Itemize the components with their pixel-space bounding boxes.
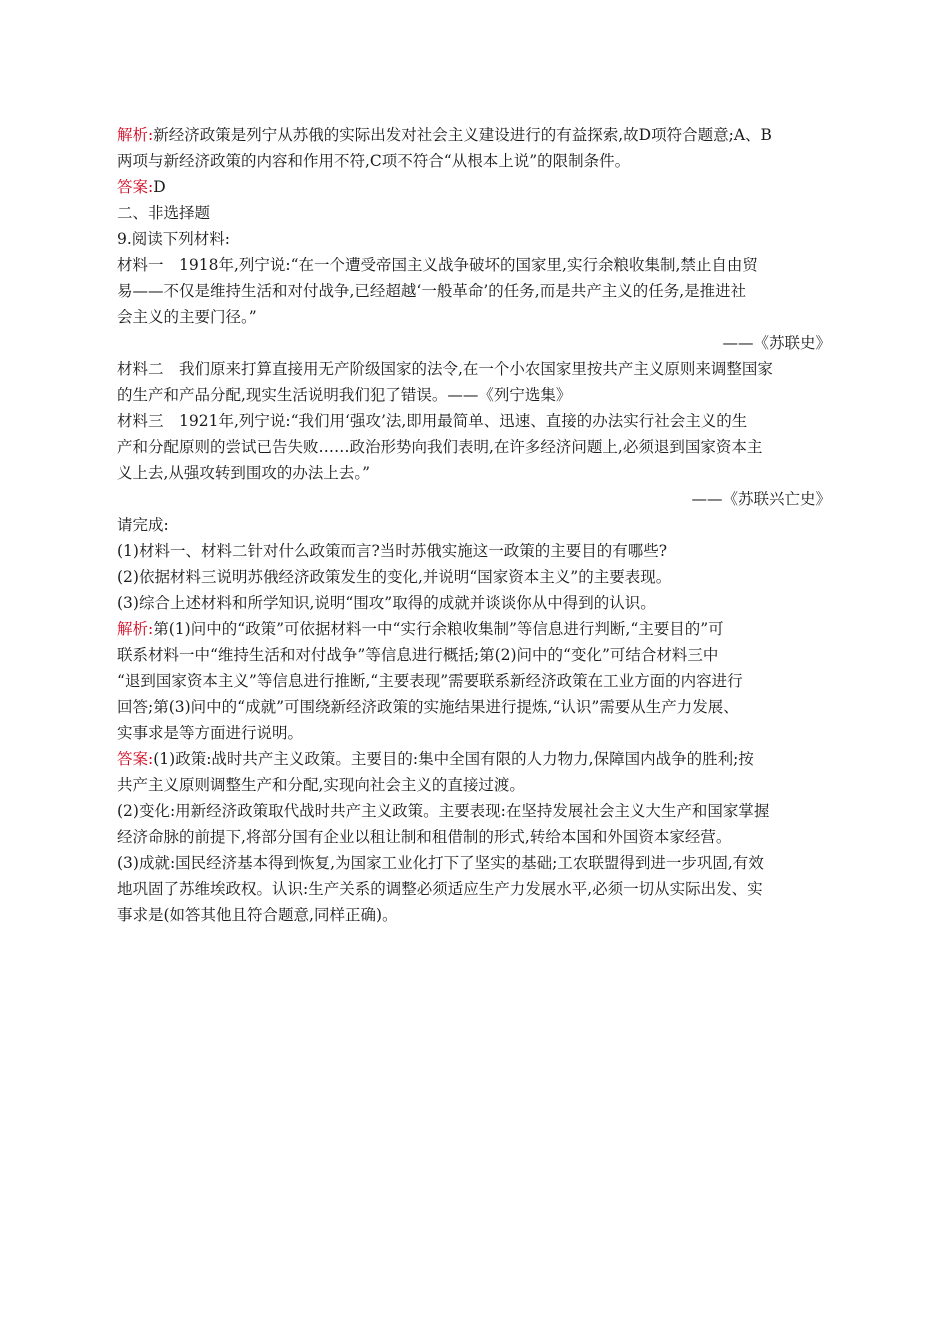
- q8-analysis-label: 解析:: [117, 126, 154, 144]
- material2-line-2: 的生产和产品分配,现实生活说明我们犯了错误。——《列宁选集》: [117, 386, 572, 404]
- section-title: 二、非选择题: [117, 204, 211, 222]
- q9-answer-line-5: (3)成就:国民经济基本得到恢复,为国家工业化打下了坚实的基础;工农联盟得到进一步巩固,有效: [117, 854, 764, 872]
- instruction: 请完成:: [117, 516, 169, 534]
- q9-analysis-label: 解析:: [117, 620, 154, 638]
- q9-analysis-line-2: 联系材料一中“维持生活和对付战争”等信息进行概括;第(2)问中的“变化”可结合材料三中: [117, 646, 719, 664]
- q8-analysis-line-1: 解析:新经济政策是列宁从苏俄的实际出发对社会主义建设进行的有益探索,故D项符合题意;A、B: [117, 126, 772, 144]
- material3-line-2: 产和分配原则的尝试已告失败……政治形势向我们表明,在许多经济问题上,必须退到国家资本主: [117, 438, 763, 456]
- material2-line-1: 材料二 我们原来打算直接用无产阶级国家的法令,在一个小农国家里按共产主义原则来调整国家: [117, 360, 773, 378]
- q9-analysis-line-4: 回答;第(3)问中的“成就”可围绕新经济政策的实施结果进行提炼,“认识”需要从生产力发展、: [117, 698, 739, 716]
- q9-answer-line-3: (2)变化:用新经济政策取代战时共产主义政策。主要表现:在坚持发展社会主义大生产和国家掌握: [117, 802, 770, 820]
- q8-answer-label: 答案:: [117, 178, 154, 196]
- question-2: (2)依据材料三说明苏俄经济政策发生的变化,并说明“国家资本主义”的主要表现。: [117, 568, 672, 586]
- material1-line-1: 材料一 1918年,列宁说:“在一个遭受帝国主义战争破坏的国家里,实行余粮收集制,禁止自由贸: [117, 256, 758, 274]
- q9-answer-line-2: 共产主义原则调整生产和分配,实现向社会主义的直接过渡。: [117, 776, 525, 794]
- q9-answer-line-1: 答案:(1)政策:战时共产主义政策。主要目的:集中全国有限的人力物力,保障国内战争的胜利;按: [117, 750, 754, 768]
- q9-answer-line-4: 经济命脉的前提下,将部分国有企业以租让制和租借制的形式,转给本国和外国资本家经营。: [117, 828, 732, 846]
- document-page: [117, 122, 831, 928]
- question-3: (3)综合上述材料和所学知识,说明“围攻”取得的成就并谈谈你从中得到的认识。: [117, 594, 656, 612]
- q9-analysis-line-1: 解析:第(1)问中的“政策”可依据材料一中“实行余粮收集制”等信息进行判断,“主要目的”可: [117, 620, 724, 638]
- material1-line-2: 易——不仅是维持生活和对付战争,已经超越‘一般革命’的任务,而是共产主义的任务,是推进社: [117, 282, 747, 300]
- q9-answer-line-7: 事求是(如答其他且符合题意,同样正确)。: [117, 906, 398, 924]
- q8-answer: [117, 174, 831, 200]
- q9-analysis-line-5: 实事求是等方面进行说明。: [117, 724, 304, 742]
- q8-analysis-line-2: 两项与新经济政策的内容和作用不符,C项不符合“从根本上说”的限制条件。: [117, 152, 631, 170]
- material1-source: ——《苏联史》: [722, 334, 831, 352]
- q8-answer-value: D: [153, 178, 166, 196]
- material3-line-1: 材料三 1921年,列宁说:“我们用‘强攻’法,即用最简单、迅速、直接的办法实行社会主义的生: [117, 412, 748, 430]
- material1-line-3: 会主义的主要门径。”: [117, 308, 257, 326]
- material3-line-3: 义上去,从强攻转到围攻的办法上去。”: [117, 464, 371, 482]
- question-1: (1)材料一、材料二针对什么政策而言?当时苏俄实施这一政策的主要目的有哪些?: [117, 542, 668, 560]
- q9-answer-line-6: 地巩固了苏维埃政权。认识:生产关系的调整必须适应生产力发展水平,必须一切从实际出发、实: [117, 880, 763, 898]
- q9-analysis-line-3: “退到国家资本主义”等信息进行推断,“主要表现”需要联系新经济政策在工业方面的内容进行: [117, 672, 743, 690]
- q9-prompt: 9.阅读下列材料:: [117, 230, 231, 248]
- q9-answer-label: 答案:: [117, 750, 154, 768]
- material3-source: ——《苏联兴亡史》: [691, 490, 831, 508]
